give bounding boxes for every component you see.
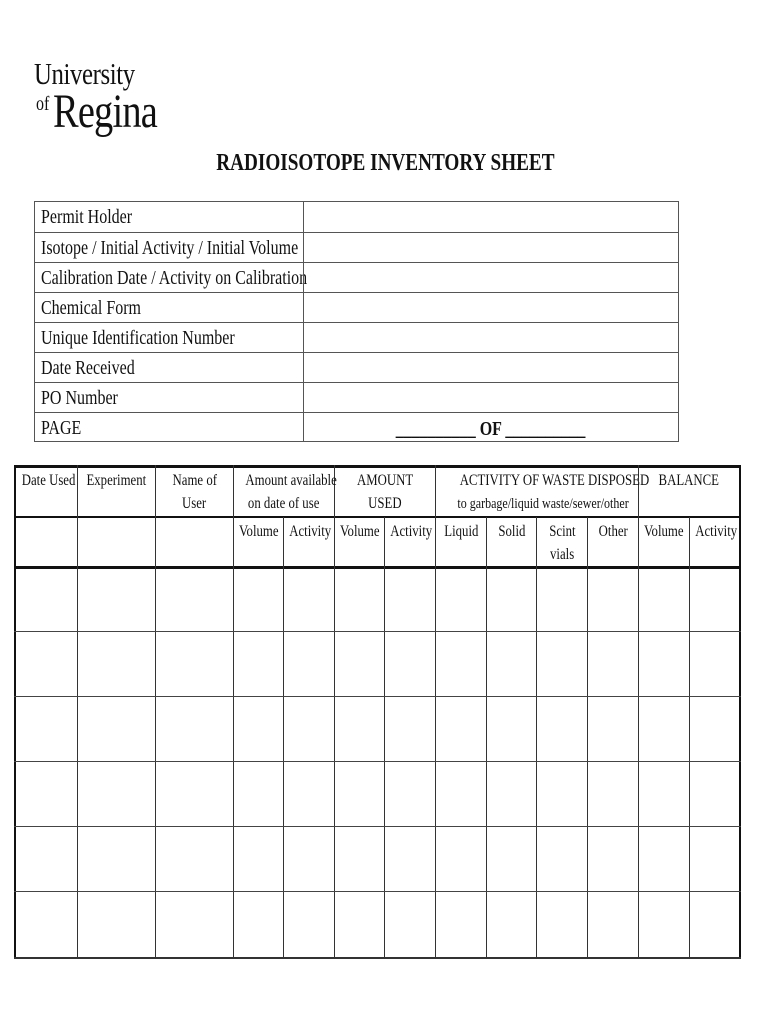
col-line	[486, 517, 487, 959]
subheader-other: Other	[598, 523, 628, 540]
header-experiment: Experiment	[86, 472, 147, 489]
subheader-activity: Activity	[390, 523, 433, 540]
subheader-volume: Volume	[644, 523, 684, 540]
subheader-liquid: Liquid	[443, 523, 479, 540]
info-label: Calibration Date / Activity on Calibration	[41, 267, 308, 289]
info-row-permit-holder	[35, 202, 678, 232]
col-line	[77, 465, 78, 959]
header-activity-waste-disposed: ACTIVITY OF WASTE DISPOSED to garbage/liquid waste/sewer/other	[457, 472, 650, 512]
col-line	[283, 517, 284, 959]
info-label: Unique Identification Number	[41, 327, 235, 349]
info-value-field[interactable]	[303, 323, 678, 352]
row-line	[14, 631, 741, 632]
info-row-date-received	[35, 352, 678, 382]
header-bottom-border	[14, 566, 741, 569]
info-row-isotope	[35, 232, 678, 262]
header-balance: BALANCE	[658, 472, 720, 489]
page-of-value: __________ OF __________	[396, 418, 586, 440]
info-row-calibration	[35, 262, 678, 292]
info-label: PAGE	[41, 417, 82, 439]
info-label: Permit Holder	[41, 206, 133, 228]
page-of-field[interactable]	[303, 413, 678, 442]
info-row-unique-id	[35, 322, 678, 352]
row-line	[14, 826, 741, 827]
subheader-divider	[233, 517, 741, 518]
subheader-volume: Volume	[339, 523, 380, 540]
subheader-activity: Activity	[289, 523, 332, 540]
col-line	[384, 517, 385, 959]
subheader-solid: Solid	[497, 523, 526, 540]
subheader-volume: Volume	[238, 523, 279, 540]
header-name-of-user: Name of User	[172, 472, 217, 512]
info-value-field[interactable]	[303, 353, 678, 382]
subheader-activity: Activity	[695, 523, 738, 540]
row-line	[14, 891, 741, 892]
subheader-scint-vials: Scint vials	[548, 523, 576, 563]
logo-regina-text: Regina	[53, 85, 157, 138]
col-line	[14, 465, 16, 959]
info-label: Chemical Form	[41, 297, 141, 319]
col-line	[689, 517, 690, 959]
university-logo	[34, 56, 157, 148]
table-border-bottom	[14, 957, 741, 959]
info-value-field[interactable]	[303, 202, 678, 232]
table-border-top	[14, 465, 741, 468]
info-row-po-number	[35, 382, 678, 412]
col-line	[536, 517, 537, 959]
row-line	[14, 761, 741, 762]
header-amount-used: AMOUNT USED	[356, 472, 414, 512]
info-value-field[interactable]	[303, 293, 678, 322]
info-row-page	[35, 412, 678, 442]
logo-university-text: University	[34, 56, 135, 91]
row-line	[14, 696, 741, 697]
logo-of-text: of	[36, 93, 50, 115]
col-line	[587, 517, 588, 959]
info-value-field[interactable]	[303, 233, 678, 262]
info-value-field[interactable]	[303, 263, 678, 292]
info-value-field[interactable]	[303, 383, 678, 412]
info-label: Date Received	[41, 357, 135, 379]
usage-log-table	[14, 465, 741, 959]
permit-info-table	[34, 201, 679, 442]
header-date-used: Date Used	[21, 472, 76, 489]
header-amount-available: Amount available on date of use	[245, 472, 337, 512]
col-line	[739, 465, 741, 959]
info-label: PO Number	[41, 387, 118, 409]
info-row-chemical-form	[35, 292, 678, 322]
col-line	[155, 465, 156, 959]
info-label: Isotope / Initial Activity / Initial Volume	[41, 237, 299, 259]
page-title: RADIOISOTOPE INVENTORY SHEET	[215, 150, 555, 176]
